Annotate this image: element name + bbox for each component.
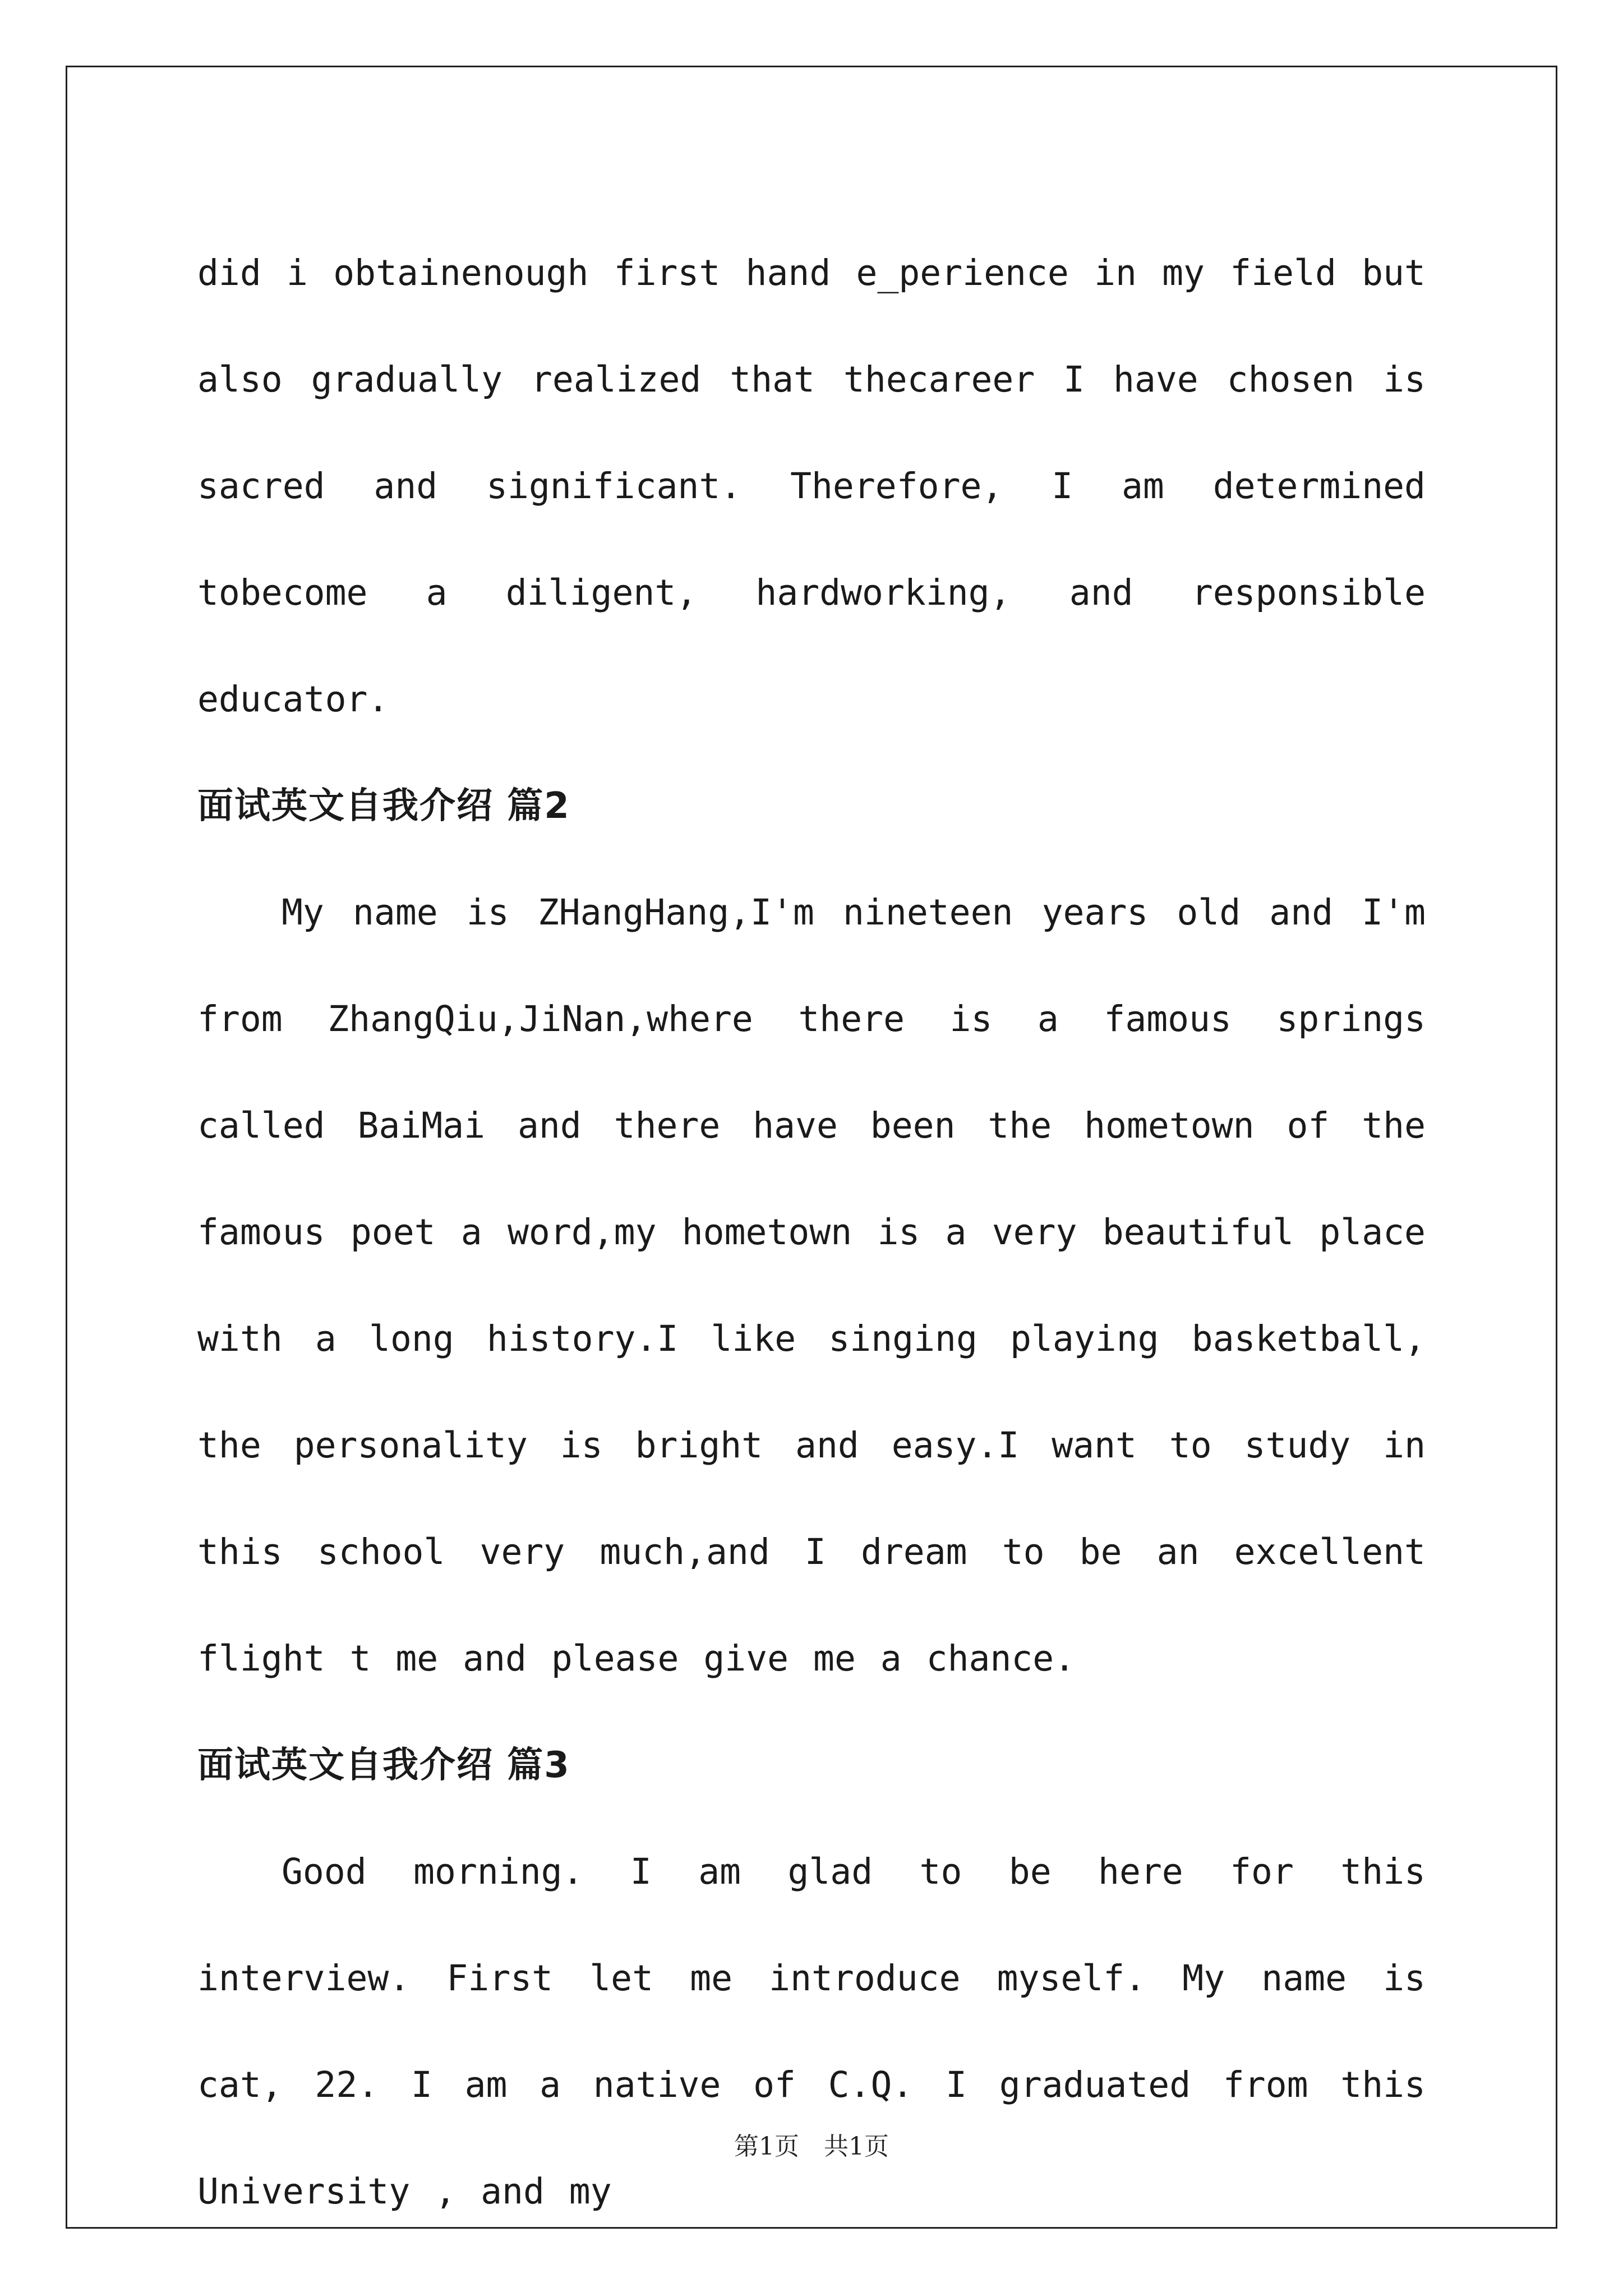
- section-heading-2: 面试英文自我介绍 篇2: [197, 785, 570, 827]
- paragraph-continuation: did i obtainenough first hand e_perience in my field but also gradually realized that thecareer I have chosen is sacred and significant. Therefore, I am determined tobecome a diligent, hardworking, and responsible educator.: [197, 252, 1426, 720]
- document-body: [197, 220, 1426, 2245]
- page-number: 第1页: [734, 2132, 799, 2161]
- page-total: 共1页: [824, 2132, 889, 2161]
- page-footer: [0, 2126, 1623, 2162]
- paragraph-section-2: My name is ZHangHang,I'm nineteen years old and I'm from ZhangQiu,JiNan,where there is a famous springs called BaiMai and there have been the hometown of the famous poet a word,my hometown is a very beautiful place with a long history.I like singing playing basketball, the personality is bright and easy.I want to study in this school very much,and I dream to be an excellent flight t me and please give me a chance.: [197, 892, 1426, 1679]
- section-heading-3: 面试英文自我介绍 篇3: [197, 1745, 570, 1786]
- paragraph-section-3: Good morning. I am glad to be here for this interview. First let me introduce myself. My name is cat, 22. I am a native of C.Q. I graduated from this University , and my: [197, 1851, 1426, 2212]
